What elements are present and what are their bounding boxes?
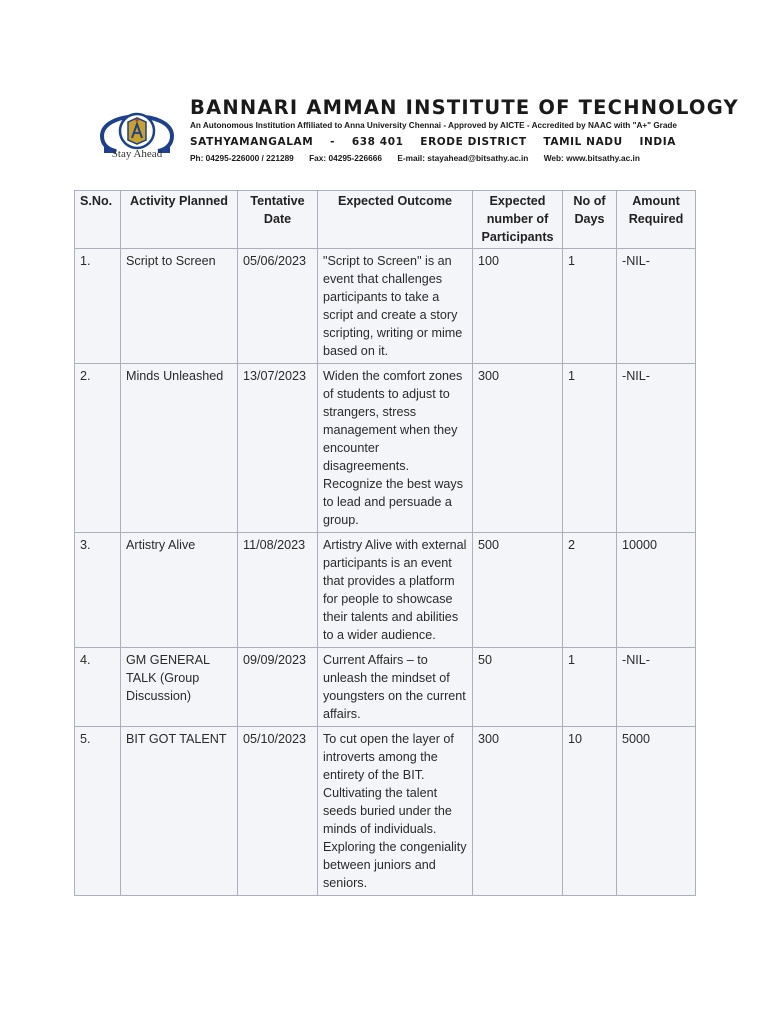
letterhead [96,96,739,170]
cell-participants: 300 [473,364,563,533]
header-activity: Activity Planned [121,191,238,249]
cell-activity: Script to Screen [121,249,238,364]
cell-outcome: Current Affairs – to unleash the mindset of youngsters on the current affairs. [318,648,473,727]
cell-activity: Artistry Alive [121,533,238,648]
cell-date: 09/09/2023 [238,648,318,727]
cell-amount: -NIL- [617,648,696,727]
header-date: Tentative Date [238,191,318,249]
cell-sno: 3. [75,533,121,648]
cell-date: 05/06/2023 [238,249,318,364]
cell-amount: -NIL- [617,249,696,364]
cell-days: 2 [563,533,617,648]
header-days: No of Days [563,191,617,249]
institution-name: BANNARI AMMAN INSTITUTE OF TECHNOLOGY [190,96,739,119]
fax-number: Fax: 04295-226666 [309,153,382,163]
cell-outcome: To cut open the layer of introverts among the entirety of the BIT. Cultivating the talent seeds buried under the minds of individuals. Exploring the congeniality between juniors and seniors. [318,727,473,896]
cell-activity: Minds Unleashed [121,364,238,533]
cell-outcome: Widen the comfort zones of students to adjust to strangers, stress management when they encounter disagreements. Recognize the best ways to lead and persuade a group. [318,364,473,533]
address-part: - [330,136,336,148]
cell-sno: 1. [75,249,121,364]
address-part: ERODE DISTRICT [420,136,527,148]
cell-outcome: Artistry Alive with external participants is an event that provides a platform for people to showcase their talents and abilities to a wider audience. [318,533,473,648]
cell-activity: BIT GOT TALENT [121,727,238,896]
cell-days: 1 [563,364,617,533]
cell-participants: 50 [473,648,563,727]
table-row [75,364,696,533]
header-participants: Expected number of Participants [473,191,563,249]
cell-days: 1 [563,249,617,364]
table-row [75,727,696,896]
institution-affiliation: An Autonomous Institution Affiliated to Anna University Chennai - Approved by AICTE - Accredited by NAAC with "A+" Grade [190,121,677,130]
cell-date: 05/10/2023 [238,727,318,896]
institution-address [190,136,676,148]
cell-days: 1 [563,648,617,727]
table-header-row [75,191,696,249]
table-row [75,648,696,727]
cell-participants: 500 [473,533,563,648]
cell-date: 13/07/2023 [238,364,318,533]
phone-number: Ph: 04295-226000 / 221289 [190,153,294,163]
email-address: E-mail: stayahead@bitsathy.ac.in [397,153,529,163]
logo-tagline: Stay Ahead [111,148,163,160]
address-part: INDIA [639,136,676,148]
cell-participants: 100 [473,249,563,364]
header-outcome: Expected Outcome [318,191,473,249]
address-part: 638 401 [351,136,404,148]
cell-outcome: "Script to Screen" is an event that challenges participants to take a script and create a story scripting, writing or mime based on it. [318,249,473,364]
cell-date: 11/08/2023 [238,533,318,648]
table-row [75,533,696,648]
cell-amount: 10000 [617,533,696,648]
address-part: SATHYAMANGALAM [190,136,314,148]
header-amount: Amount Required [617,191,696,249]
activity-plan-table [74,190,696,896]
header-sno: S.No. [75,191,121,249]
institution-contact [190,153,640,163]
cell-sno: 5. [75,727,121,896]
address-part: TAMIL NADU [543,136,623,148]
cell-amount: 5000 [617,727,696,896]
cell-amount: -NIL- [617,364,696,533]
website: Web: www.bitsathy.ac.in [543,153,640,163]
cell-sno: 2. [75,364,121,533]
table-row [75,249,696,364]
cell-sno: 4. [75,648,121,727]
cell-activity: GM GENERAL TALK (Group Discussion) [121,648,238,727]
cell-participants: 300 [473,727,563,896]
cell-days: 10 [563,727,617,896]
